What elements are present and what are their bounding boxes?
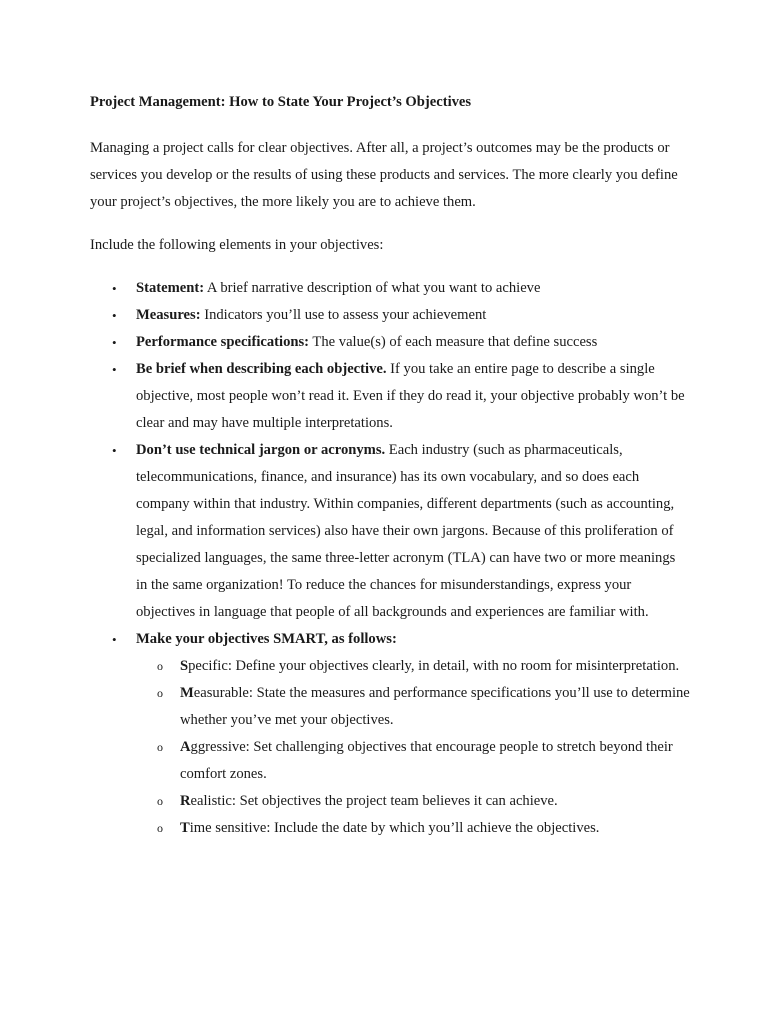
intro-paragraph: Managing a project calls for clear objectives. After all, a project’s outcomes may be the products or services you develop or the results of using these products and services. The more clearly you define your project’s objectives, the more likely you are to achieve them.	[90, 140, 678, 210]
bullet-icon: •	[112, 335, 117, 350]
smart-item	[136, 815, 690, 842]
list-item	[90, 356, 690, 437]
list-item	[90, 302, 690, 329]
bullet-icon: •	[112, 281, 117, 296]
item-label: Performance specifications:	[136, 334, 310, 350]
smart-text: ggressive: Set challenging objectives that encourage people to stretch beyond their comfort zones.	[180, 739, 673, 782]
smart-item	[136, 680, 690, 734]
bullet-icon: •	[112, 362, 117, 377]
document-page	[90, 91, 690, 842]
include-line: Include the following elements in your objectives:	[90, 237, 384, 253]
smart-item	[136, 788, 690, 815]
list-item	[90, 437, 690, 626]
item-label: Make your objectives SMART, as follows:	[136, 631, 397, 647]
smart-text: pecific: Define your objectives clearly, in detail, with no room for misinterpretation.	[188, 658, 680, 674]
bullet-icon: •	[112, 632, 117, 647]
item-label: Be brief when describing each objective.	[136, 361, 387, 377]
item-label: Measures:	[136, 307, 201, 323]
tips-list	[90, 356, 690, 842]
smart-text: easurable: State the measures and performance specifications you’ll use to determine whether you’ve met your objectives.	[180, 685, 690, 728]
circle-bullet-icon: o	[157, 686, 163, 700]
circle-bullet-icon: o	[157, 821, 163, 835]
smart-item	[136, 734, 690, 788]
item-text: If you take an entire page to describe a single objective, most people won’t read it. Even if they do read it, your objective probably won’t be clear and may have multiple interpretations.	[136, 361, 685, 431]
list-item	[90, 626, 690, 842]
list-item	[90, 329, 690, 356]
item-label: Don’t use technical jargon or acronyms.	[136, 442, 386, 458]
circle-bullet-icon: o	[157, 740, 163, 754]
smart-item	[136, 653, 690, 680]
smart-initial: T	[180, 820, 190, 836]
document-title: Project Management: How to State Your Project’s Objectives	[90, 94, 472, 110]
smart-initial: M	[180, 685, 194, 701]
smart-initial: R	[180, 793, 191, 809]
item-text: Indicators you’ll use to assess your achievement	[200, 307, 487, 323]
item-text: A brief narrative description of what you want to achieve	[204, 280, 541, 296]
circle-bullet-icon: o	[157, 794, 163, 808]
smart-initial: A	[180, 739, 191, 755]
smart-text: ime sensitive: Include the date by which you’ll achieve the objectives.	[189, 820, 600, 836]
list-item	[90, 275, 690, 302]
smart-text: ealistic: Set objectives the project team believes it can achieve.	[190, 793, 558, 809]
item-label: Statement:	[136, 280, 205, 296]
item-text: Each industry (such as pharmaceuticals, telecommunications, finance, and insurance) has its own vocabulary, and so does each company within that industry. Within companies, different departments (such as accounting, legal, and information services) also have their own jargons. Because of this proliferation of specialized languages, the same three-letter acronym (TLA) can have two or more meanings in the same organization! To reduce the chances for misunderstandings, express your objectives in language that people of all backgrounds and experiences are familiar with.	[136, 442, 676, 620]
smart-initial: S	[180, 658, 189, 674]
bullet-icon: •	[112, 308, 117, 323]
smart-list	[136, 653, 690, 842]
circle-bullet-icon: o	[157, 659, 163, 673]
item-text: The value(s) of each measure that define success	[309, 334, 598, 350]
bullet-icon: •	[112, 443, 117, 458]
elements-list	[90, 275, 690, 356]
